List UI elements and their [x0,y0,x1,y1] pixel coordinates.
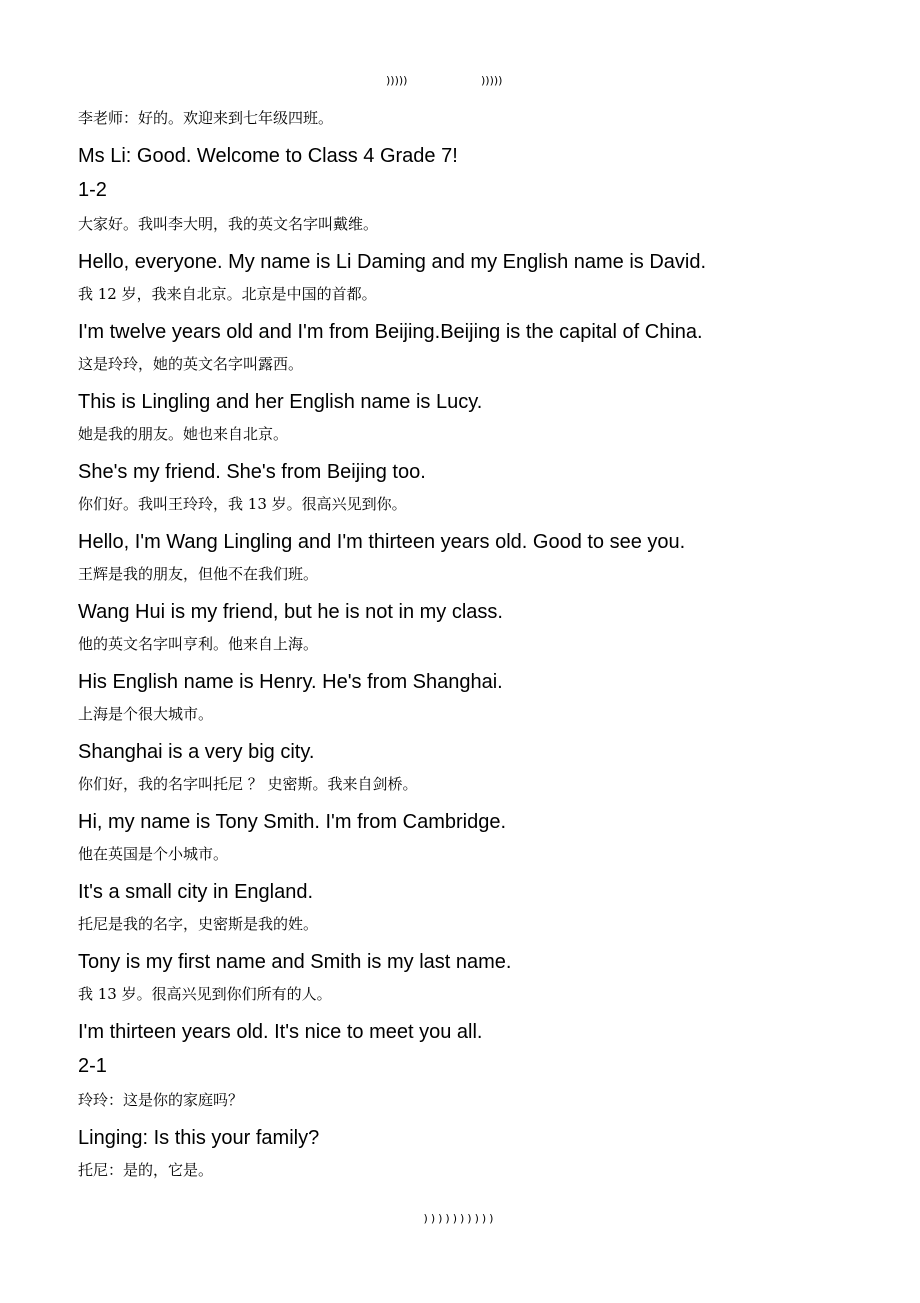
document-body [78,104,878,1190]
english-line: Hi, my name is Tony Smith. I'm from Cambridge. [78,811,507,833]
english-line: Wang Hui is my friend, but he is not in my class. [78,601,503,623]
chinese-line: 托尼是我的名字，史密斯是我的姓。 [78,915,319,933]
page-footer: )))))))))) [423,1212,497,1225]
english-line: His English name is Henry. He's from Shanghai. [78,671,503,693]
english-line: Shanghai is a very big city. [78,741,315,763]
english-line: Ms Li: Good. Welcome to Class 4 Grade 7! [78,145,458,167]
chinese-line: 这是玲玲，她的英文名字叫露西。 [78,355,304,373]
chinese-line: 托尼：是的，它是。 [78,1161,214,1179]
chinese-line: 大家好。我叫李大明，我的英文名字叫戴维。 [78,215,379,233]
english-line: She's my friend. She's from Beijing too. [78,461,426,483]
chinese-line: 你们好。我叫王玲玲，我 13 岁。很高兴见到你。 [78,495,407,513]
chinese-line: 他的英文名字叫亨利。他来自上海。 [78,635,319,653]
english-line: Hello, everyone. My name is Li Daming and my English name is David. [78,251,707,273]
english-line: I'm twelve years old and I'm from Beijing.Beijing is the capital of China. [78,321,703,343]
english-line: Linging: Is this your family? [78,1127,320,1149]
english-line: Hello, I'm Wang Lingling and I'm thirteen years old. Good to see you. [78,531,686,553]
chinese-line: 李老师：好的。欢迎来到七年级四班。 [78,109,334,127]
chinese-line: 你们好，我的名字叫托尼 ？ 史密斯。我来自剑桥。 [78,775,418,793]
english-line: I'm thirteen years old. It's nice to meet you all. [78,1021,483,1043]
chinese-line: 上海是个很大城市。 [78,705,214,723]
section-number: 2-1 [78,1055,107,1077]
page-header [0,74,920,92]
english-line: It's a small city in England. [78,881,314,903]
chinese-line: 我 12 岁，我来自北京。北京是中国的首都。 [78,285,377,303]
english-line: This is Lingling and her English name is Lucy. [78,391,483,413]
header-mark-left: ))))) [386,74,408,87]
chinese-line: 王辉是我的朋友，但他不在我们班。 [78,565,319,583]
chinese-line: 玲玲：这是你的家庭吗？ [78,1091,244,1109]
header-mark-right: ))))) [481,74,503,87]
section-number: 1-2 [78,179,107,201]
chinese-line: 她是我的朋友。她也来自北京。 [78,425,289,443]
chinese-line: 我 13 岁。很高兴见到你们所有的人。 [78,985,332,1003]
english-line: Tony is my first name and Smith is my last name. [78,951,512,973]
chinese-line: 他在英国是个小城市。 [78,845,229,863]
